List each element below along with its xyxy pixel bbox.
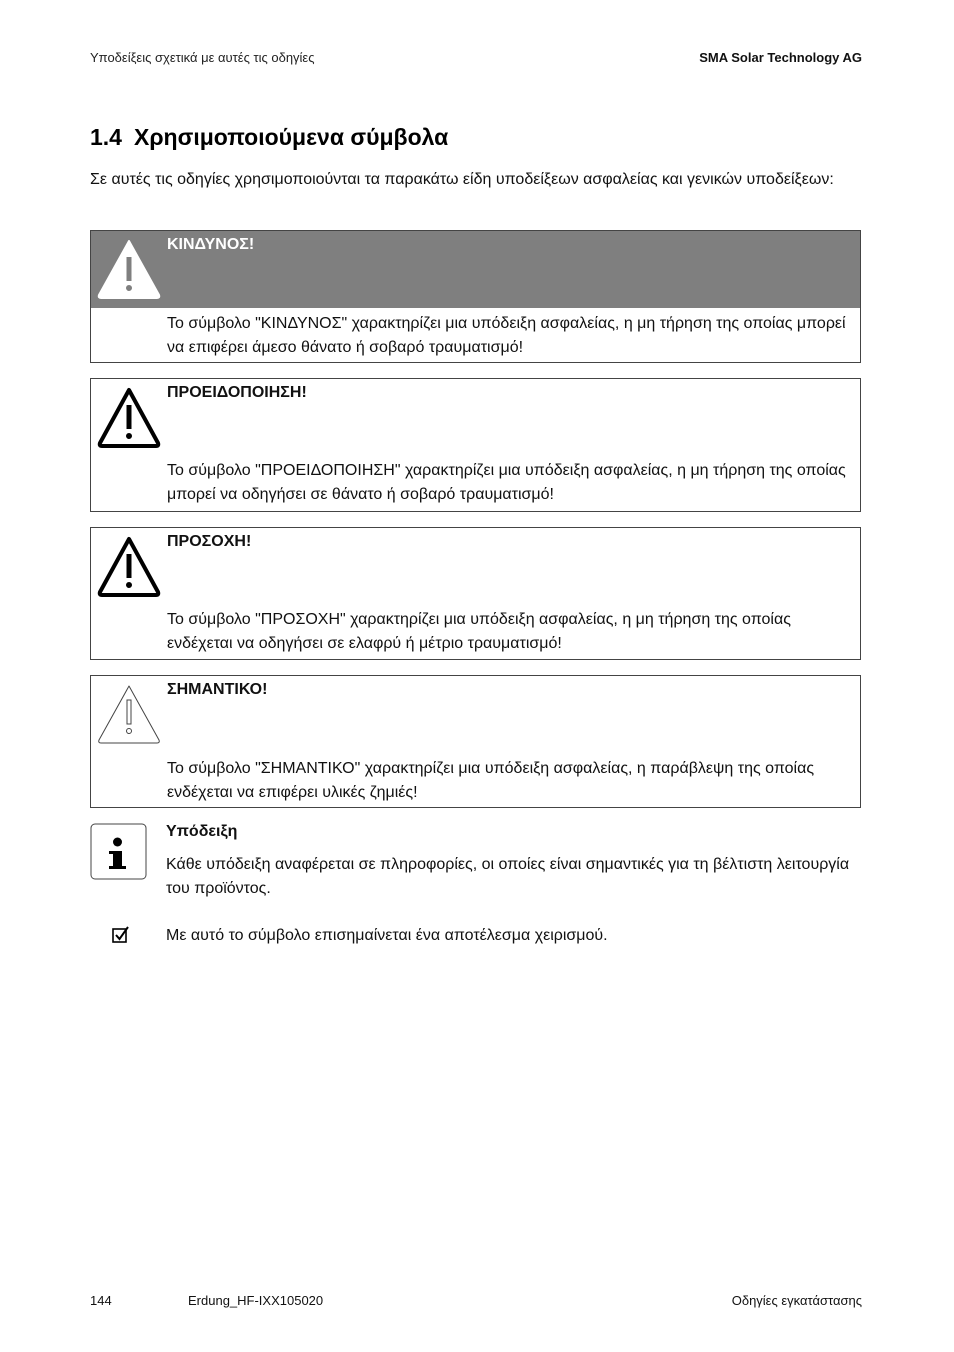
caution-label: ΠΡΟΣΟΧΗ! <box>167 533 252 550</box>
section-title: Χρησιμοποιούμενα σύμβολα <box>133 124 449 150</box>
section-heading <box>90 124 448 151</box>
section-number: 1.4 <box>90 124 122 150</box>
running-header-right: SMA Solar Technology AG <box>699 50 862 65</box>
result-line <box>90 924 861 952</box>
danger-text: Το σύμβολο "ΚΙΝΔΥΝΟΣ" χαρακτηρίζει μια υπόδειξη ασφαλείας, η μη τήρηση της οποίας μπορεί να επιφέρει άμεσο θάνατο ή σοβαρό τραυματισμό! <box>167 315 846 356</box>
danger-notice <box>90 230 861 363</box>
danger-label: ΚΙΝΔΥΝΟΣ! <box>167 236 255 253</box>
document-id: Erdung_HF-IXX105020 <box>188 1293 324 1308</box>
intro-paragraph: Σε αυτές τις οδηγίες χρησιμοποιούνται τα παρακάτω είδη υποδείξεων ασφαλείας και γενικών υποδείξεων: <box>90 171 834 188</box>
danger-icon-cell <box>91 231 165 307</box>
hint-title: Υπόδειξη <box>166 823 238 840</box>
important-label: ΣΗΜΑΝΤΙΚΟ! <box>167 681 268 698</box>
checkbox-checked-icon <box>112 926 130 944</box>
warning-notice <box>90 378 861 512</box>
important-notice <box>90 675 861 808</box>
warning-icon-cell <box>91 379 165 455</box>
warning-triangle-icon <box>95 532 163 600</box>
warning-text: Το σύμβολο "ΠΡΟΕΙΔΟΠΟΙΗΣΗ" χαρακτηρίζει μια υπόδειξη ασφαλείας, η μη τήρηση της οποίας μπορεί να οδηγήσει σε θάνατο ή σοβαρό τραυματισμό! <box>167 462 846 503</box>
hint-block <box>90 820 861 910</box>
warning-label: ΠΡΟΕΙΔΟΠΟΙΗΣΗ! <box>167 384 307 401</box>
caution-icon-cell <box>91 528 165 604</box>
important-text: Το σύμβολο "ΣΗΜΑΝΤΙΚΟ" χαρακτηρίζει μια υπόδειξη ασφαλείας, η παράβλεψη της οποίας ενδέχεται να επιφέρει υλικές ζημιές! <box>167 760 815 801</box>
warning-triangle-icon <box>95 383 163 451</box>
page-number: 144 <box>90 1293 112 1308</box>
important-icon-cell <box>91 676 165 752</box>
info-icon <box>90 823 147 880</box>
thin-warning-triangle-icon <box>95 680 163 748</box>
caution-notice <box>90 527 861 660</box>
document-type: Οδηγίες εγκατάστασης <box>731 1293 862 1308</box>
hint-text: Κάθε υπόδειξη αναφέρεται σε πληροφορίες, οι οποίες είναι σημαντικές για τη βέλτιστη λειτουργία του προϊόντος. <box>166 856 850 897</box>
running-header-left: Υποδείξεις σχετικά με αυτές τις οδηγίες <box>90 50 315 65</box>
warning-triangle-icon <box>95 235 163 303</box>
caution-text: Το σύμβολο "ΠΡΟΣΟΧΗ" χαρακτηρίζει μια υπόδειξη ασφαλείας, η μη τήρηση της οποίας ενδέχεται να οδηγήσει σε ελαφρύ ή μέτριο τραυματισμό! <box>167 611 791 652</box>
result-text: Με αυτό το σύμβολο επισημαίνεται ένα αποτέλεσμα χειρισμού. <box>166 927 608 944</box>
